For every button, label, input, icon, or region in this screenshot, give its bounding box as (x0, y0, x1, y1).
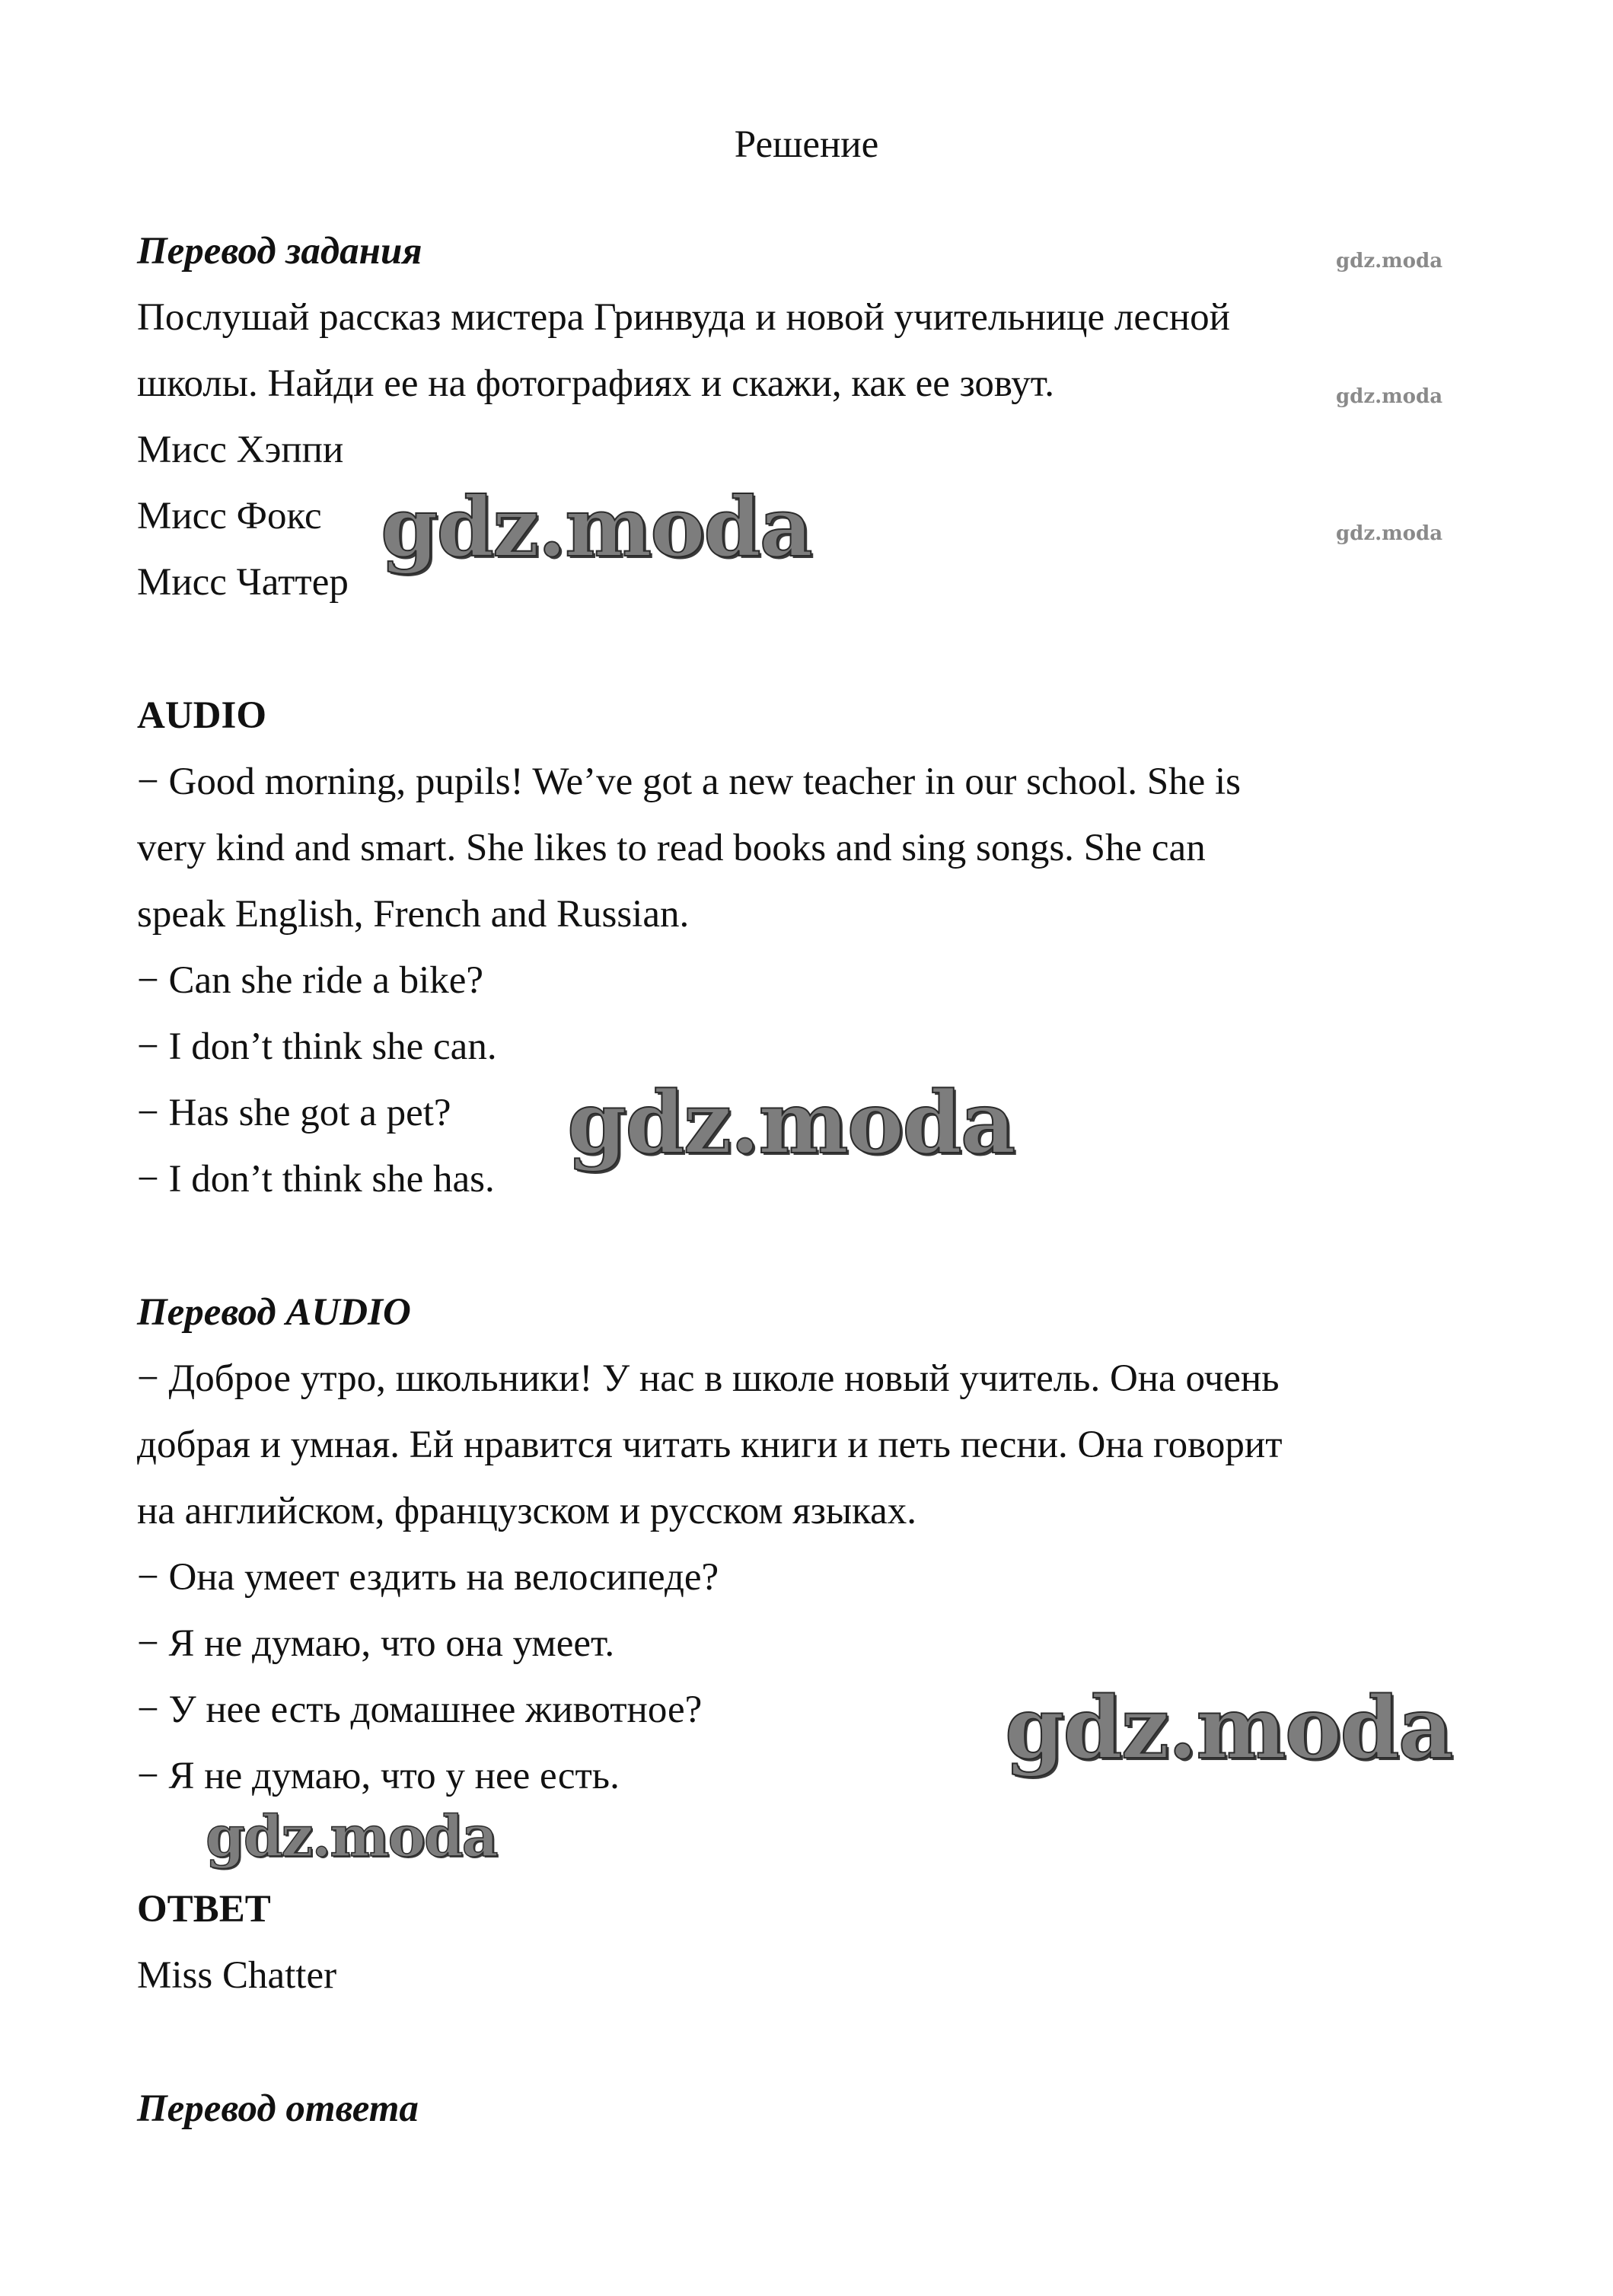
audio-translation-line-1: − Доброе утро, школьники! У нас в школе новый учитель. Она очень (137, 1357, 1280, 1400)
audio-translation-line-4: − Она умеет ездить на велосипеде? (137, 1556, 719, 1599)
task-option-3: Мисс Чаттер (137, 561, 349, 604)
task-line-1: Послушай рассказ мистера Гринвуда и новой учительнице лесной (137, 296, 1230, 339)
audio-translation-line-5: − Я не думаю, что она умеет. (137, 1622, 615, 1665)
task-translation-heading: Перевод задания (137, 230, 422, 273)
audio-translation-line-7: − Я не думаю, что у нее есть. (137, 1755, 620, 1797)
answer-translation-heading: Перевод ответа (137, 2087, 419, 2130)
audio-line-2: very kind and smart. She likes to read books and sing songs. She can (137, 827, 1206, 869)
watermark-large-1: gdz.moda (381, 480, 811, 576)
audio-line-4: − Can she ride a bike? (137, 959, 484, 1002)
task-option-2: Мисс Фокс (137, 495, 322, 537)
audio-translation-heading: Перевод AUDIO (137, 1291, 411, 1334)
answer-text: Miss Chatter (137, 1954, 337, 1997)
audio-line-6: − Has she got a pet? (137, 1092, 451, 1134)
watermark-small-2: gdz.moda (1336, 385, 1443, 408)
audio-translation-line-2: добрая и умная. Ей нравится читать книги и петь песни. Она говорит (137, 1424, 1283, 1466)
audio-translation-line-3: на английском, французском и русском языках. (137, 1490, 917, 1532)
audio-heading: AUDIO (137, 694, 267, 737)
watermark-small-3: gdz.moda (1336, 522, 1443, 545)
watermark-small-1: gdz.moda (1336, 250, 1443, 273)
watermark-large-4: gdz.moda (206, 1804, 497, 1870)
watermark-large-3: gdz.moda (1005, 1679, 1452, 1778)
page-title: Решение (734, 123, 879, 166)
task-option-1: Мисс Хэппи (137, 429, 344, 471)
task-line-2: школы. Найди ее на фотографиях и скажи, как ее зовут. (137, 362, 1054, 405)
watermark-large-2: gdz.moda (567, 1073, 1015, 1173)
audio-line-1: − Good morning, pupils! We’ve got a new teacher in our school. She is (137, 761, 1242, 803)
audio-line-3: speak English, French and Russian. (137, 893, 690, 936)
audio-translation-line-6: − У нее есть домашнее животное? (137, 1689, 703, 1731)
audio-line-7: − I don’t think she has. (137, 1158, 495, 1201)
answer-heading: ОТВЕТ (137, 1888, 271, 1931)
audio-line-5: − I don’t think she can. (137, 1025, 497, 1068)
